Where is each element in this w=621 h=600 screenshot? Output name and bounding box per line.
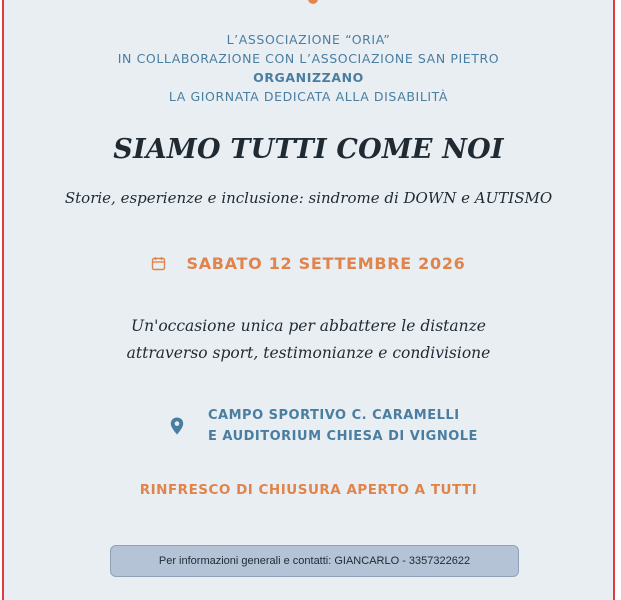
- tagline-line-1: Un'occasione unica per abbattere le distanze: [131, 317, 486, 335]
- location-block: [170, 405, 478, 447]
- contact-info: Per informazioni generali e contatti: GIANCARLO - 3357322622: [158, 555, 471, 567]
- event-subtitle: Storie, esperienze e inclusione: sindrome di DOWN e AUTISMO: [64, 189, 553, 207]
- organizer-line: L’ASSOCIAZIONE “ORIA”: [226, 32, 391, 47]
- venue-line-1: CAMPO SPORTIVO C. CARAMELLI: [208, 408, 460, 423]
- calendar-icon: [151, 256, 166, 271]
- collaboration-line: IN COLLABORAZIONE CON L’ASSOCIAZIONE SAN PIETRO: [117, 51, 500, 66]
- date-row: [4, 254, 613, 273]
- top-accent-shape: [308, 0, 318, 4]
- venue-line-2: E AUDITORIUM CHIESA DI VIGNOLE: [208, 429, 478, 444]
- intro-block: [4, 30, 613, 106]
- organize-line: ORGANIZZANO: [253, 70, 364, 85]
- tagline: [4, 313, 613, 367]
- event-date: SABATO 12 SETTEMBRE 2026: [186, 254, 466, 273]
- refreshment-notice: RINFRESCO DI CHIUSURA APERTO A TUTTI: [139, 482, 478, 498]
- flyer-page: [2, 0, 615, 600]
- event-title: SIAMO TUTTI COME NOI: [113, 134, 504, 165]
- contact-box: [110, 545, 519, 577]
- location-pin-icon: [170, 417, 184, 435]
- tagline-line-2: attraverso sport, testimonianze e condivisione: [126, 344, 491, 362]
- event-purpose-line: LA GIORNATA DEDICATA ALLA DISABILITÀ: [168, 89, 449, 104]
